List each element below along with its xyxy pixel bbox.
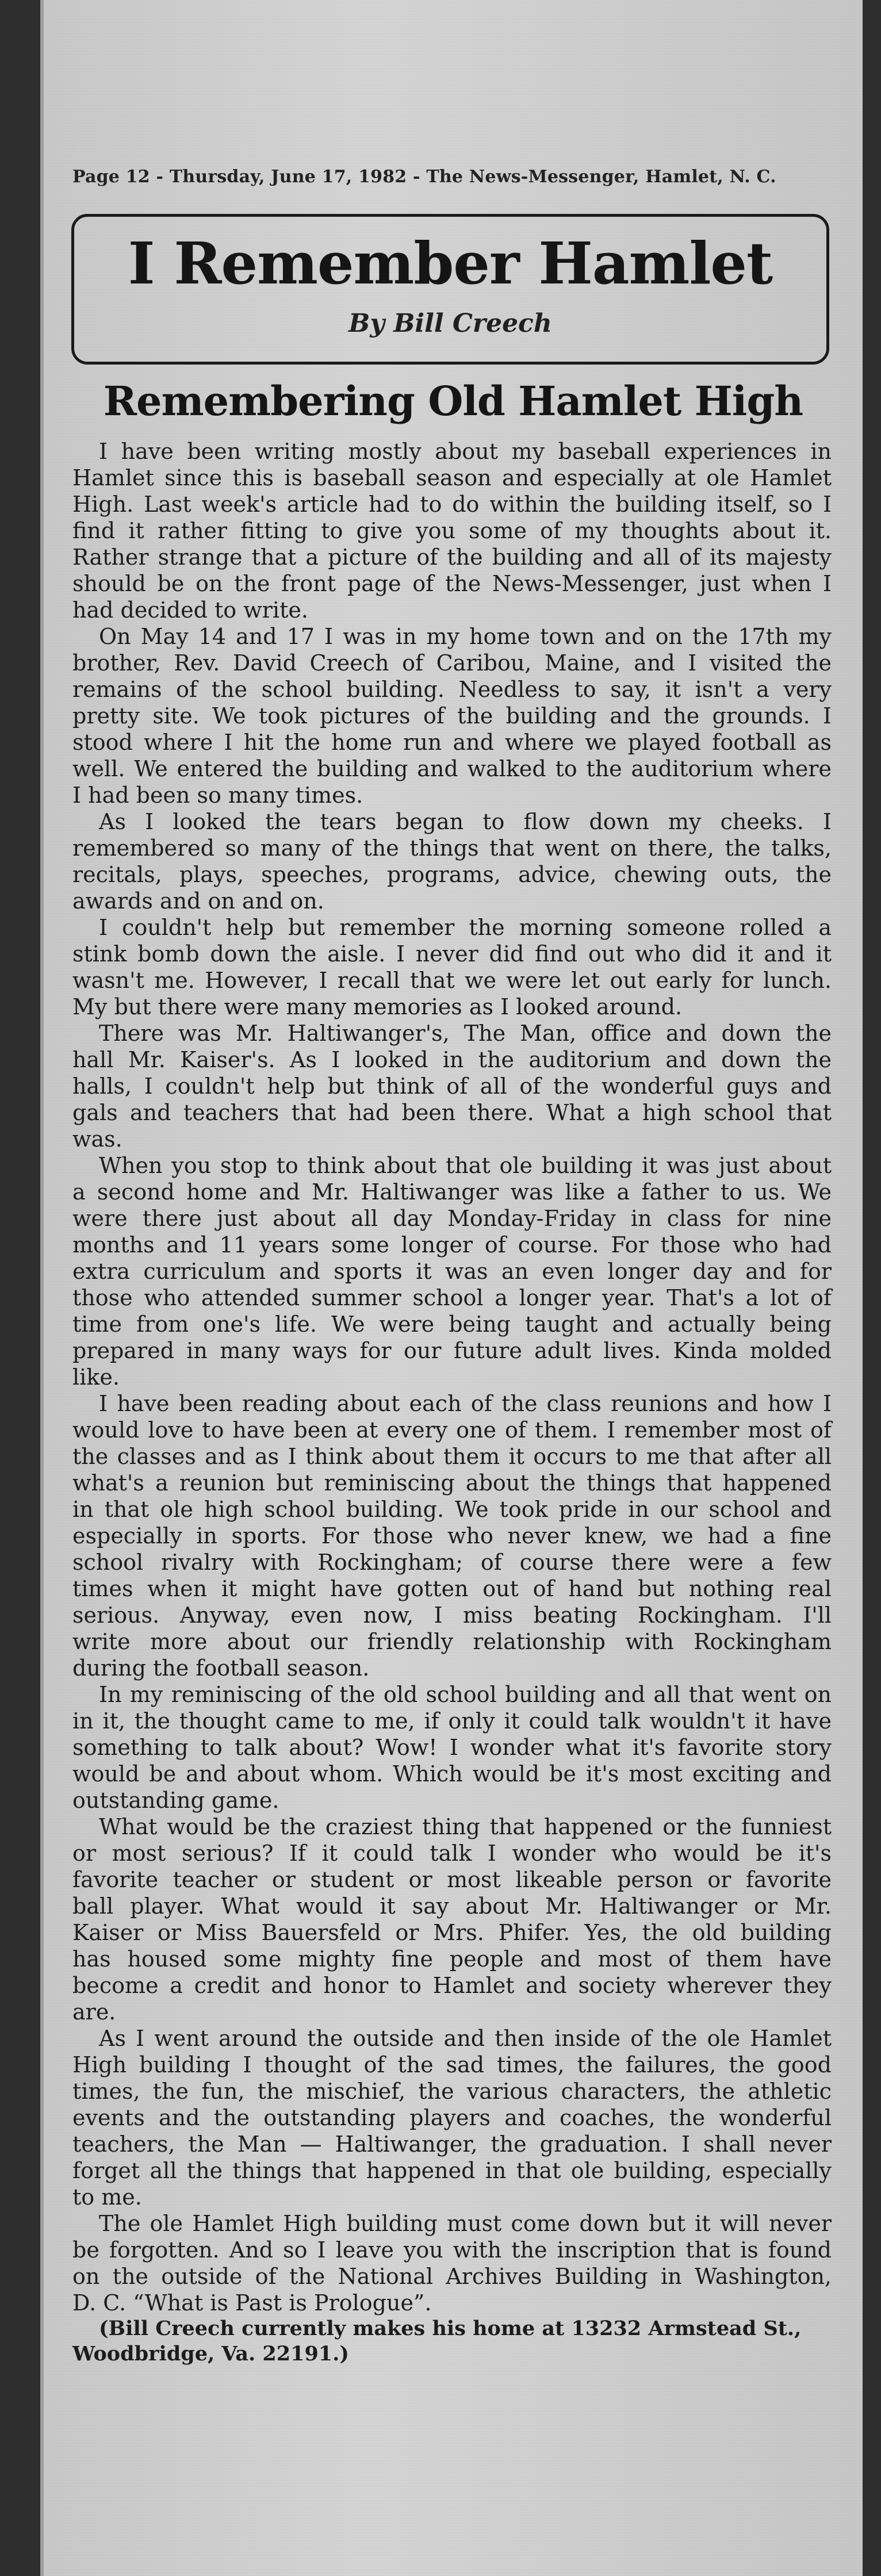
article-line: or most serious? If it could talk I wonder who would be it's: [72, 1841, 832, 1866]
article-line: would be and about whom. Which would be it's most exciting and: [72, 1761, 832, 1787]
article-line: should be on the front page of the News-Messenger, just when I: [72, 571, 832, 596]
article-line: to me.: [72, 2184, 142, 2210]
article-line: those who attended summer school a longer year. That's a lot of: [72, 1285, 832, 1310]
article-line: events and the outstanding players and coaches, the wonderful: [72, 2105, 832, 2130]
article-line: a second home and Mr. Haltiwanger was like a father to us. We: [72, 1179, 832, 1205]
article-line: months and 11 years some longer of course. For those who had: [72, 1232, 832, 1258]
article-line: time from one's life. We were being taught and actually being: [72, 1312, 832, 1337]
byline: By Bill Creech: [348, 309, 552, 338]
article-headline: Remembering Old Hamlet High: [103, 377, 803, 425]
article-line: forget all the things that happened in that ole building, especially: [72, 2158, 832, 2183]
article-line: school rivalry with Rockingham; of course there were a few: [72, 1550, 832, 1575]
article-line: gals and teachers that had been there. What a high school that: [72, 1100, 832, 1125]
article-line: during the football season.: [72, 1655, 370, 1681]
article-line: times when it might have gotten out of hand but nothing real: [72, 1576, 832, 1601]
article-line: serious. Anyway, even now, I miss beating Rockingham. I'll: [72, 1603, 832, 1628]
article-line: High building I thought of the sad times, the failures, the good: [72, 2052, 832, 2077]
page-folio: Page 12 - Thursday, June 17, 1982 - The News-Messenger, Hamlet, N. C.: [72, 167, 776, 187]
article-line: what's a reunion but reminiscing about the things that happened: [72, 1470, 832, 1496]
article-line: My but there were many memories as I looked around.: [72, 994, 683, 1019]
article-line: On May 14 and 17 I was in my home town and on the 17th my: [99, 624, 832, 649]
article-paragraph: [72, 2210, 832, 2316]
article-line: stink bomb down the aisle. I never did find out who did it and it: [72, 941, 832, 967]
article-line: write more about our friendly relationship with Rockingham: [72, 1629, 832, 1654]
article-line: As I went around the outside and then inside of the ole Hamlet: [99, 2026, 832, 2051]
article-line: become a credit and honor to Hamlet and society wherever they: [72, 1973, 832, 1998]
column-masthead-box: [71, 214, 829, 365]
article-line: awards and on and on.: [72, 888, 324, 914]
article-line: find it rather fitting to give you some of my thoughts about it.: [72, 518, 832, 543]
article-line: remembered so many of the things that went on there, the talks,: [72, 835, 832, 861]
article-paragraph: [72, 914, 832, 1020]
article-line: are.: [72, 1999, 116, 2025]
article-line: Kaiser or Miss Bauersfeld or Mrs. Phifer. Yes, the old building: [72, 1920, 832, 1945]
article-line: had decided to write.: [72, 597, 308, 623]
article-line: extra curriculum and sports it was an even longer day and for: [72, 1259, 832, 1284]
article-line: in it, the thought came to me, if only it could talk wouldn't it have: [72, 1708, 832, 1734]
article-line: recitals, plays, speeches, programs, advice, chewing outs, the: [72, 862, 832, 887]
article-paragraph: [72, 1681, 832, 1814]
article-line: When you stop to think about that ole building it was just about: [99, 1153, 832, 1178]
article-line: times, the fun, the mischief, the various characters, the athletic: [72, 2079, 832, 2104]
article-line: Rather strange that a picture of the building and all of its majesty: [72, 545, 832, 570]
article-paragraph: [72, 1152, 832, 1390]
article-line: remains of the school building. Needless to say, it isn't a very: [72, 677, 832, 702]
author-note-line: Woodbridge, Va. 22191.): [72, 2342, 349, 2366]
article-line: brother, Rev. David Creech of Caribou, Maine, and I visited the: [72, 650, 832, 676]
article-line: outstanding game.: [72, 1788, 279, 1813]
article-line: Hamlet since this is baseball season and especially at ole Hamlet: [72, 465, 832, 490]
article-paragraph: [72, 1814, 832, 2025]
article-line: was.: [72, 1126, 122, 1152]
clipping-edge: [40, 0, 44, 2576]
article-line: were there just about all day Monday-Friday in class for nine: [72, 1206, 832, 1231]
article-line: would love to have been at every one of them. I remember most of: [72, 1417, 832, 1443]
article-line: the classes and as I think about them it occurs to me that after all: [72, 1444, 832, 1469]
article-line: As I looked the tears began to flow down my cheeks. I: [99, 809, 832, 834]
article-line: wasn't me. However, I recall that we were let out early for lunch.: [72, 968, 832, 993]
article-line: What would be the craziest thing that happened or the funniest: [99, 1814, 832, 1839]
article-line: teachers, the Man — Haltiwanger, the graduation. I shall never: [72, 2132, 832, 2157]
article-paragraph: [72, 2025, 832, 2210]
article-line: something to talk about? Wow! I wonder what it's favorite story: [72, 1735, 832, 1760]
article-paragraph: [72, 1020, 832, 1152]
article-line: favorite teacher or student or most likeable person or favorite: [72, 1867, 832, 1892]
article-line: I had been so many times.: [72, 783, 363, 808]
article-line: hall Mr. Kaiser's. As I looked in the auditorium and down the: [72, 1047, 832, 1072]
article-line: be forgotten. And so I leave you with the inscription that is found: [72, 2237, 832, 2263]
column-title: I Remember Hamlet: [128, 229, 773, 297]
article-line: D. C. “What is Past is Prologue”.: [72, 2290, 432, 2316]
article-line: pretty site. We took pictures of the building and the grounds. I: [72, 703, 832, 729]
article-line: prepared in many ways for our future adult lives. Kinda molded: [72, 1338, 832, 1363]
article-line: in that ole high school building. We took pride in our school and: [72, 1497, 832, 1522]
article-paragraph: [72, 438, 832, 623]
article-line: I have been reading about each of the class reunions and how I: [99, 1391, 832, 1416]
article-line: In my reminiscing of the old school building and all that went on: [99, 1682, 832, 1707]
article-line: ball player. What would it say about Mr. Haltiwanger or Mr.: [72, 1893, 832, 1919]
article-line: on the outside of the National Archives Building in Washington,: [72, 2264, 832, 2289]
article-line: halls, I couldn't help but think of all of the wonderful guys and: [72, 1074, 832, 1099]
article-line: The ole Hamlet High building must come down but it will never: [99, 2211, 832, 2236]
article-line: High. Last week's article had to do within the building itself, so I: [72, 492, 832, 517]
article-paragraph: [72, 623, 832, 808]
author-note: [72, 2316, 832, 2367]
article-body: [72, 438, 832, 2367]
article-line: I have been writing mostly about my baseball experiences in: [99, 439, 832, 464]
article-line: I couldn't help but remember the morning someone rolled a: [99, 915, 832, 940]
article-line: There was Mr. Haltiwanger's, The Man, office and down the: [99, 1021, 832, 1046]
article-line: has housed some mighty fine people and most of them have: [72, 1946, 832, 1972]
article-line: especially in sports. For those who never knew, we had a fine: [72, 1523, 832, 1548]
article-line: well. We entered the building and walked to the auditorium where: [72, 756, 832, 781]
article-line: like.: [72, 1364, 120, 1390]
article-line: stood where I hit the home run and where we played football as: [72, 730, 832, 755]
newspaper-clipping: [40, 0, 863, 2576]
article-paragraph: [72, 1390, 832, 1681]
article-paragraph: [72, 808, 832, 914]
author-note-line: (Bill Creech currently makes his home at 13232 Armstead St.,: [99, 2317, 802, 2340]
